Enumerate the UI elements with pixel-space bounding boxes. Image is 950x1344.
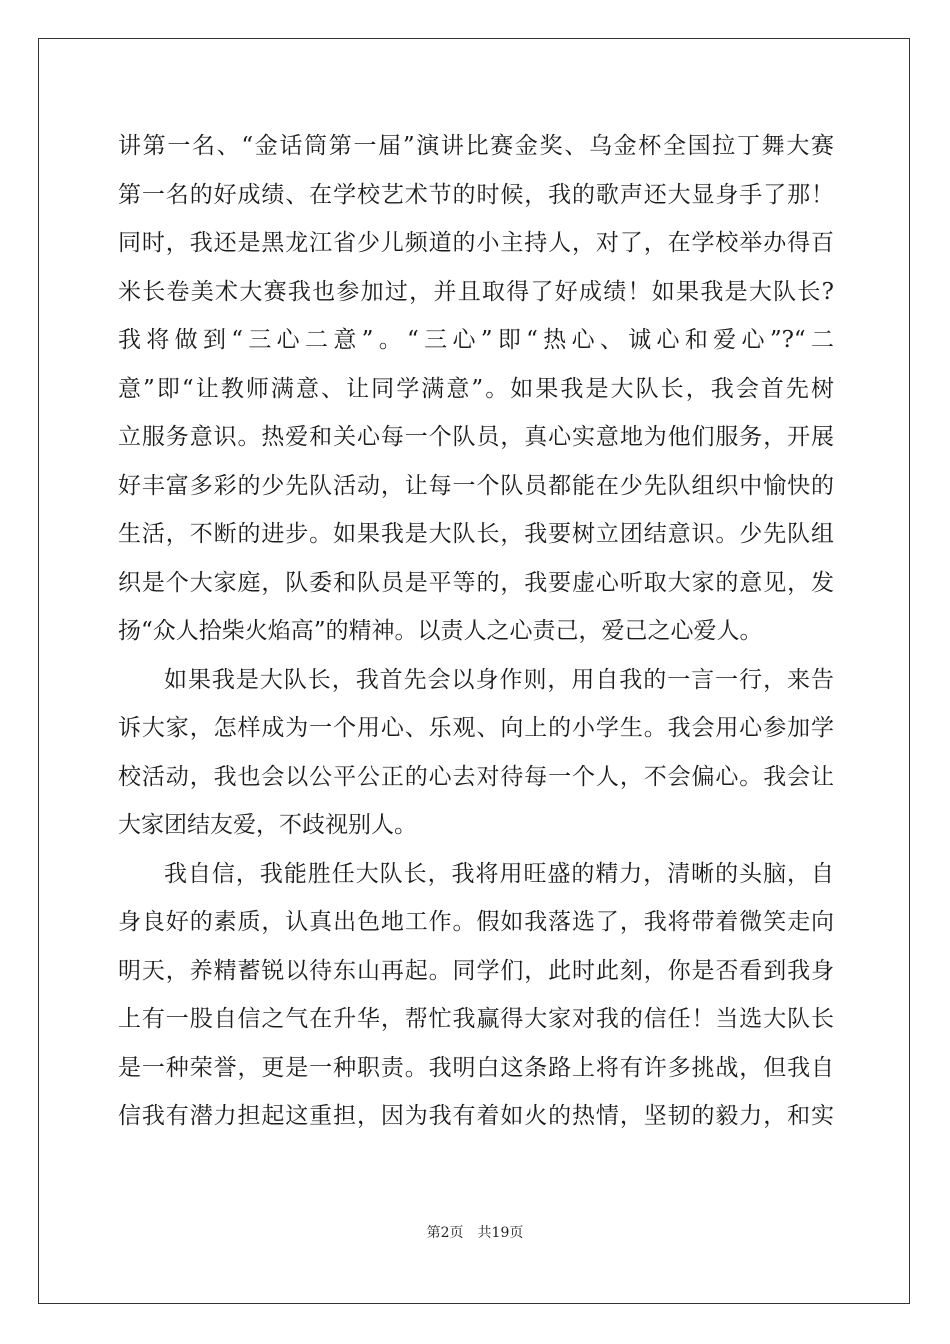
page-footer xyxy=(0,1222,950,1242)
text-line: 校活动，我也会以公平公正的心去对待每一个人，不会偏心。我会让 xyxy=(118,763,834,790)
paragraph-3 xyxy=(118,850,834,1141)
page-total: 共19页 xyxy=(477,1225,524,1241)
text-line: 好丰富多彩的少先队活动，让每一个队员都能在少先队组织中愉快的 xyxy=(118,472,834,499)
text-line: 身良好的素质，认真出色地工作。假如我落选了，我将带着微笑走向 xyxy=(118,909,834,935)
text-line: 生活，不断的进步。如果我是大队长，我要树立团结意识。少先队组 xyxy=(118,521,834,547)
text-line: 讲第一名、“金话筒第一届”演讲比赛金奖、乌金杯全国拉丁舞大赛 xyxy=(118,133,834,159)
text-line: 立服务意识。热爱和关心每一个队员，真心实意地为他们服务，开展 xyxy=(118,424,834,450)
text-line: 第一名的好成绩、在学校艺术节的时候，我的歌声还大显身手了那！ xyxy=(118,181,834,208)
text-line: 明天，养精蓄锐以待东山再起。同学们，此时此刻，你是否看到我身 xyxy=(118,957,834,984)
text-line: 是一种荣誉，更是一种职责。我明白这条路上将有许多挑战，但我自 xyxy=(118,1054,834,1081)
text-line: 织是个大家庭，队委和队员是平等的，我要虚心听取大家的意见，发 xyxy=(118,569,834,596)
text-line: 米长卷美术大赛我也参加过，并且取得了好成绩！如果我是大队长? xyxy=(118,278,834,305)
text-line: 扬“众人拾柴火焰高”的精神。以责人之心责己，爱己之心爱人。 xyxy=(118,618,763,644)
text-line: 诉大家，怎样成为一个用心、乐观、向上的小学生。我会用心参加学 xyxy=(118,715,834,741)
page-number: 第2页 xyxy=(426,1225,464,1241)
text-line: 大家团结友爱，不歧视别人。 xyxy=(118,812,417,838)
document-body xyxy=(118,122,834,1141)
text-line: 上有一股自信之气在升华，帮忙我赢得大家对我的信任！当选大队长 xyxy=(118,1006,834,1032)
paragraph-2 xyxy=(118,656,834,850)
text-line: 我自信，我能胜任大队长，我将用旺盛的精力，清晰的头脑，自 xyxy=(164,860,834,887)
text-line: 意”即“让教师满意、让同学满意”。如果我是大队长，我会首先树 xyxy=(118,375,834,402)
text-line: 我将做到“三心二意”。“三心”即“热心、诚心和爱心”?“二 xyxy=(118,327,834,353)
paragraph-1 xyxy=(118,122,834,656)
text-line: 同时，我还是黑龙江省少儿频道的小主持人，对了，在学校举办得百 xyxy=(118,230,834,256)
text-line: 如果我是大队长，我首先会以身作则，用自我的一言一行，来告 xyxy=(164,666,834,693)
text-line: 信我有潜力担起这重担，因为我有着如火的热情，坚韧的毅力，和实 xyxy=(118,1103,834,1129)
